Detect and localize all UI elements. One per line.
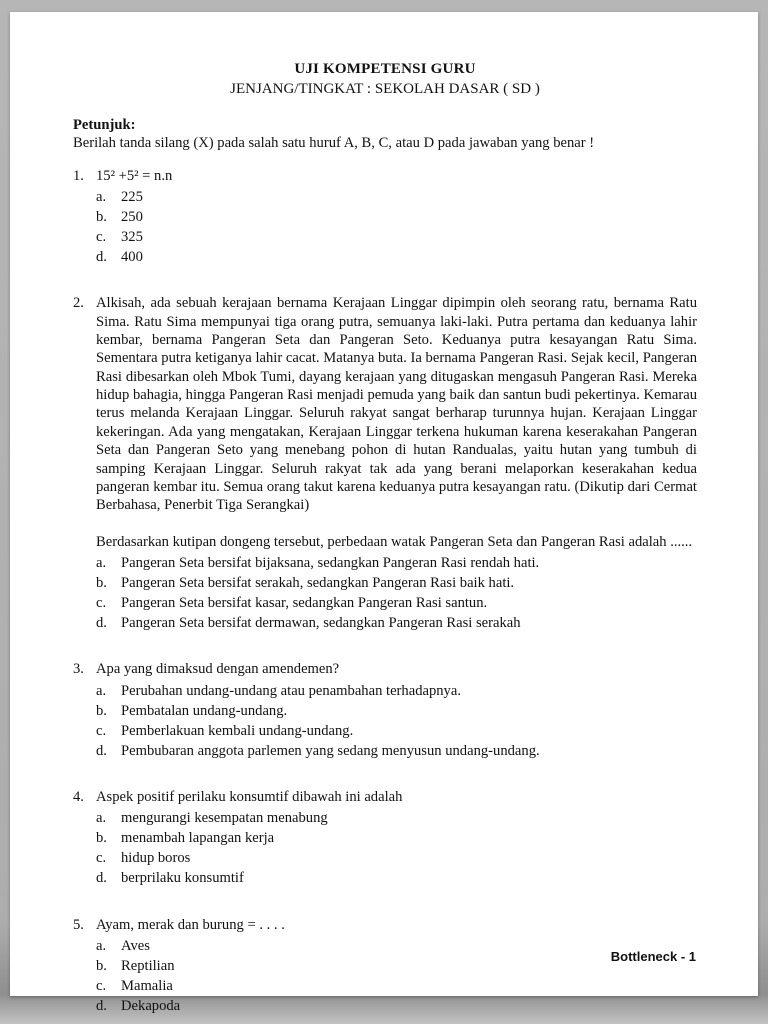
question-3 — [73, 660, 697, 760]
option-text: Dekapoda — [121, 998, 181, 1015]
option-text: Pangeran Seta bersifat kasar, sedangkan Pangeran Rasi santun. — [121, 595, 488, 612]
option-letter: d. — [96, 998, 107, 1015]
question-text: 15² +5² = n.n — [96, 167, 173, 184]
option-row — [96, 935, 697, 955]
option-letter: a. — [96, 188, 107, 205]
options-list — [96, 935, 697, 1015]
option-row — [96, 847, 697, 867]
question-text: Ayam, merak dan burung = . . . . — [96, 916, 285, 933]
option-row — [96, 612, 697, 632]
option-text: Mamalia — [121, 978, 173, 995]
option-letter: c. — [96, 850, 107, 867]
option-letter: d. — [96, 742, 107, 759]
option-row — [96, 720, 697, 740]
question-5 — [73, 916, 697, 1016]
question-number: 3. — [73, 661, 84, 678]
question-number: 4. — [73, 788, 84, 805]
option-text: 400 — [121, 249, 143, 266]
option-row — [96, 680, 697, 700]
question-text: Apa yang dimaksud dengan amendemen? — [96, 661, 340, 678]
option-row — [96, 552, 697, 572]
page-footer: Bottleneck - 1 — [610, 949, 696, 964]
options-list — [96, 552, 697, 632]
option-row — [96, 206, 697, 226]
question-body — [96, 294, 697, 632]
option-text: Perubahan undang-undang atau penambahan terhadapnya. — [121, 682, 461, 699]
option-row — [96, 226, 697, 246]
option-text: mengurangi kesempatan menabung — [121, 810, 328, 827]
option-row — [96, 955, 697, 975]
option-letter: c. — [96, 722, 107, 739]
option-text: Pangeran Seta bersifat serakah, sedangkan Pangeran Rasi baik hati. — [121, 575, 515, 592]
option-row — [96, 807, 697, 827]
option-text: 325 — [121, 229, 143, 246]
option-row — [96, 867, 697, 887]
option-letter: b. — [96, 702, 107, 719]
options-list — [96, 680, 697, 760]
option-text: 250 — [121, 208, 143, 225]
question-number: 5. — [73, 916, 84, 933]
options-list — [96, 807, 697, 887]
option-text: menambah lapangan kerja — [121, 830, 275, 847]
option-text: Pembubaran anggota parlemen yang sedang menyusun undang-undang. — [121, 742, 540, 759]
option-text: Pangeran Seta bersifat dermawan, sedangkan Pangeran Rasi serakah — [121, 615, 521, 632]
option-letter: b. — [96, 575, 107, 592]
option-row — [96, 827, 697, 847]
option-letter: d. — [96, 870, 107, 887]
option-text: hidup boros — [121, 850, 191, 867]
option-text: Aves — [121, 937, 150, 954]
option-letter: b. — [96, 830, 107, 847]
option-row — [96, 740, 697, 760]
option-letter: a. — [96, 682, 107, 699]
page-content — [73, 60, 697, 1015]
option-text: Pangeran Seta bersifat bijaksana, sedangkan Pangeran Rasi rendah hati. — [121, 555, 540, 572]
option-letter: a. — [96, 810, 107, 827]
option-letter: a. — [96, 555, 107, 572]
option-row — [96, 995, 697, 1015]
option-text: Pembatalan undang-undang. — [121, 702, 288, 719]
question-body — [96, 167, 697, 267]
question-number: 2. — [73, 295, 84, 312]
option-row — [96, 572, 697, 592]
option-letter: c. — [96, 229, 107, 246]
question-number: 1. — [73, 167, 84, 184]
option-row — [96, 186, 697, 206]
title-block — [73, 60, 697, 99]
option-letter: d. — [96, 615, 107, 632]
question-passage: Alkisah, ada sebuah kerajaan bernama Kerajaan Linggar dipimpin oleh seorang ratu, bernama Ratu Sima. Ratu Sima mempunyai tiga orang putra, semuanya laki-laki. Putra pertama dan keduanya lahir kembar, bernama Pangeran Seta dan Pangeran Seto. Keduanya putra kesayangan Ratu Sima. Sementara putra ketiganya lahir cacat. Matanya buta. Ia bernama Pangeran Rasi. Sejak kecil, Pangeran Rasi dibesarkan oleh Mbok Tumi, dayang kerajaan yang ditugaskan mengasuh Pangeran Rasi. Mereka hidup bahagia, hingga Pangeran Rasi menjadi pemuda yang baik dan santun budi pekertinya. Kemarau terus melanda Kerajaan Linggar. Seluruh rakyat sangat berharap turunnya hujan. Kerajaan Linggar kekeringan. Ada yang mengatakan, Kerajaan Linggar terkena hukuman karena keserakahan Pangeran Seta dan Pangeran Seto yang menebang pohon di hutan Randualas, yaitu hutan yang tumbuh di samping Kerajaan Linggar. Seluruh rakyat tak ada yang berani melaporkan keserakahan kedua pangeran kembar itu. Semua orang takut karena keduanya putra kesayangan ratu. (Dikutip dari Cermat Berbahasa, Penerbit Tiga Serangkai) — [96, 295, 697, 514]
question-2 — [73, 294, 697, 632]
option-text: Reptilian — [121, 957, 175, 974]
option-row — [96, 975, 697, 995]
question-text: Berdasarkan kutipan dongeng tersebut, perbedaan watak Pangeran Seta dan Pangeran Rasi adalah ...... — [96, 533, 693, 550]
option-letter: b. — [96, 208, 107, 225]
option-text: 225 — [121, 188, 143, 205]
option-row — [96, 592, 697, 612]
option-letter: b. — [96, 957, 107, 974]
option-text: Pemberlakuan kembali undang-undang. — [121, 722, 354, 739]
page-title: UJI KOMPETENSI GURU — [294, 61, 476, 77]
question-body — [96, 660, 697, 760]
option-letter: c. — [96, 978, 107, 995]
instructions — [73, 116, 697, 153]
question-body — [96, 916, 697, 1016]
option-row — [96, 246, 697, 266]
page-subtitle: JENJANG/TINGKAT : SEKOLAH DASAR ( SD ) — [230, 80, 540, 97]
question-4 — [73, 788, 697, 888]
question-1 — [73, 167, 697, 267]
option-letter: a. — [96, 937, 107, 954]
instructions-text: Berilah tanda silang (X) pada salah satu huruf A, B, C, atau D pada jawaban yang benar ! — [73, 135, 595, 152]
document-page — [10, 12, 758, 1015]
options-list — [96, 186, 697, 266]
option-letter: d. — [96, 249, 107, 266]
question-text: Aspek positif perilaku konsumtif dibawah ini adalah — [96, 788, 403, 805]
instructions-label: Petunjuk: — [73, 116, 136, 133]
option-text: berprilaku konsumtif — [121, 870, 244, 887]
option-letter: c. — [96, 595, 107, 612]
question-body — [96, 788, 697, 888]
option-row — [96, 700, 697, 720]
